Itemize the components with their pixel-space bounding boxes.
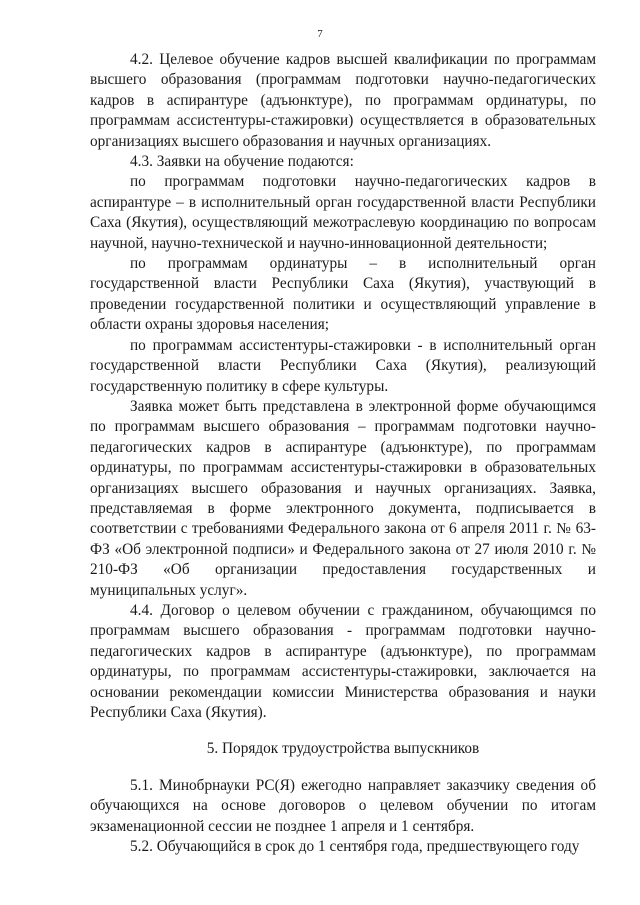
- section-heading-5: 5. Порядок трудоустройства выпускников: [206, 740, 480, 758]
- page-number: 7: [317, 28, 323, 40]
- paragraph-4-2: 4.2. Целевое обучение кадров высшей квалификации по программам высшего образования (программам подготовки научно-педагогических кадров в аспирантуре (адъюнктуре), по программам ординатуры, по программам ассистентуры-стажировки) осуществляется в образовательных организациях высшего образования и научных организациях.: [90, 51, 596, 150]
- document-body: [90, 50, 596, 857]
- paragraph-5-1: 5.1. Минобрнауки РС(Я) ежегодно направляет заказчику сведения об обучающихся на основе договоров о целевом обучении по итогам экзаменационной сессии не позднее 1 апреля и 1 сентября.: [90, 776, 596, 835]
- paragraph-assistentura: по программам ассистентуры-стажировки - в исполнительный орган государственной власти Республики Саха (Якутия), реализующий государственную политику в сфере культуры.: [90, 336, 596, 395]
- paragraph-aspirantura: по программам подготовки научно-педагогических кадров в аспирантуре – в исполнительный орган государственной власти Республики Саха (Якутия), осуществляющий межотраслевую координацию по вопросам научной, научно-технической и научно-инновационной деятельности;: [90, 173, 596, 252]
- paragraph-4-3-intro: 4.3. Заявки на обучение подаются:: [130, 153, 354, 171]
- paragraph-5-2: 5.2. Обучающийся в срок до 1 сентября года, предшествующего году: [130, 838, 580, 856]
- paragraph-ordinatura: по программам ординатуры – в исполнительный орган государственной власти Республики Саха (Якутия), участвующий в проведении государственной политики и осуществляющий управление в области охраны здоровья населения;: [90, 255, 596, 334]
- paragraph-4-4: 4.4. Договор о целевом обучении с гражданином, обучающимся по программам высшего образования - программам подготовки научно-педагогических кадров в аспирантуре (адъюнктуре), по программам ординатуры, по программам ассистентуры-стажировки, заключается на основании рекомендации комиссии Министерства образования и науки Республики Саха (Якутия).: [90, 601, 596, 721]
- paragraph-electronic-application: Заявка может быть представлена в электронной форме обучающимся по программам высшего образования – программам подготовки научно-педагогических кадров в аспирантуре (адъюнктуре), по программам ординатуры, по программам ассистентуры-стажировки в образовательных организациях высшего образования и научных организациях. Заявка, представляемая в форме электронного документа, подписывается в соответствии с требованиями Федерального закона от 6 апреля 2011 г. № 63-ФЗ «Об электронной подписи» и Федерального закона от 27 июля 2010 г. № 210-ФЗ «Об организации предоставления государственных и муниципальных услуг».: [90, 397, 596, 599]
